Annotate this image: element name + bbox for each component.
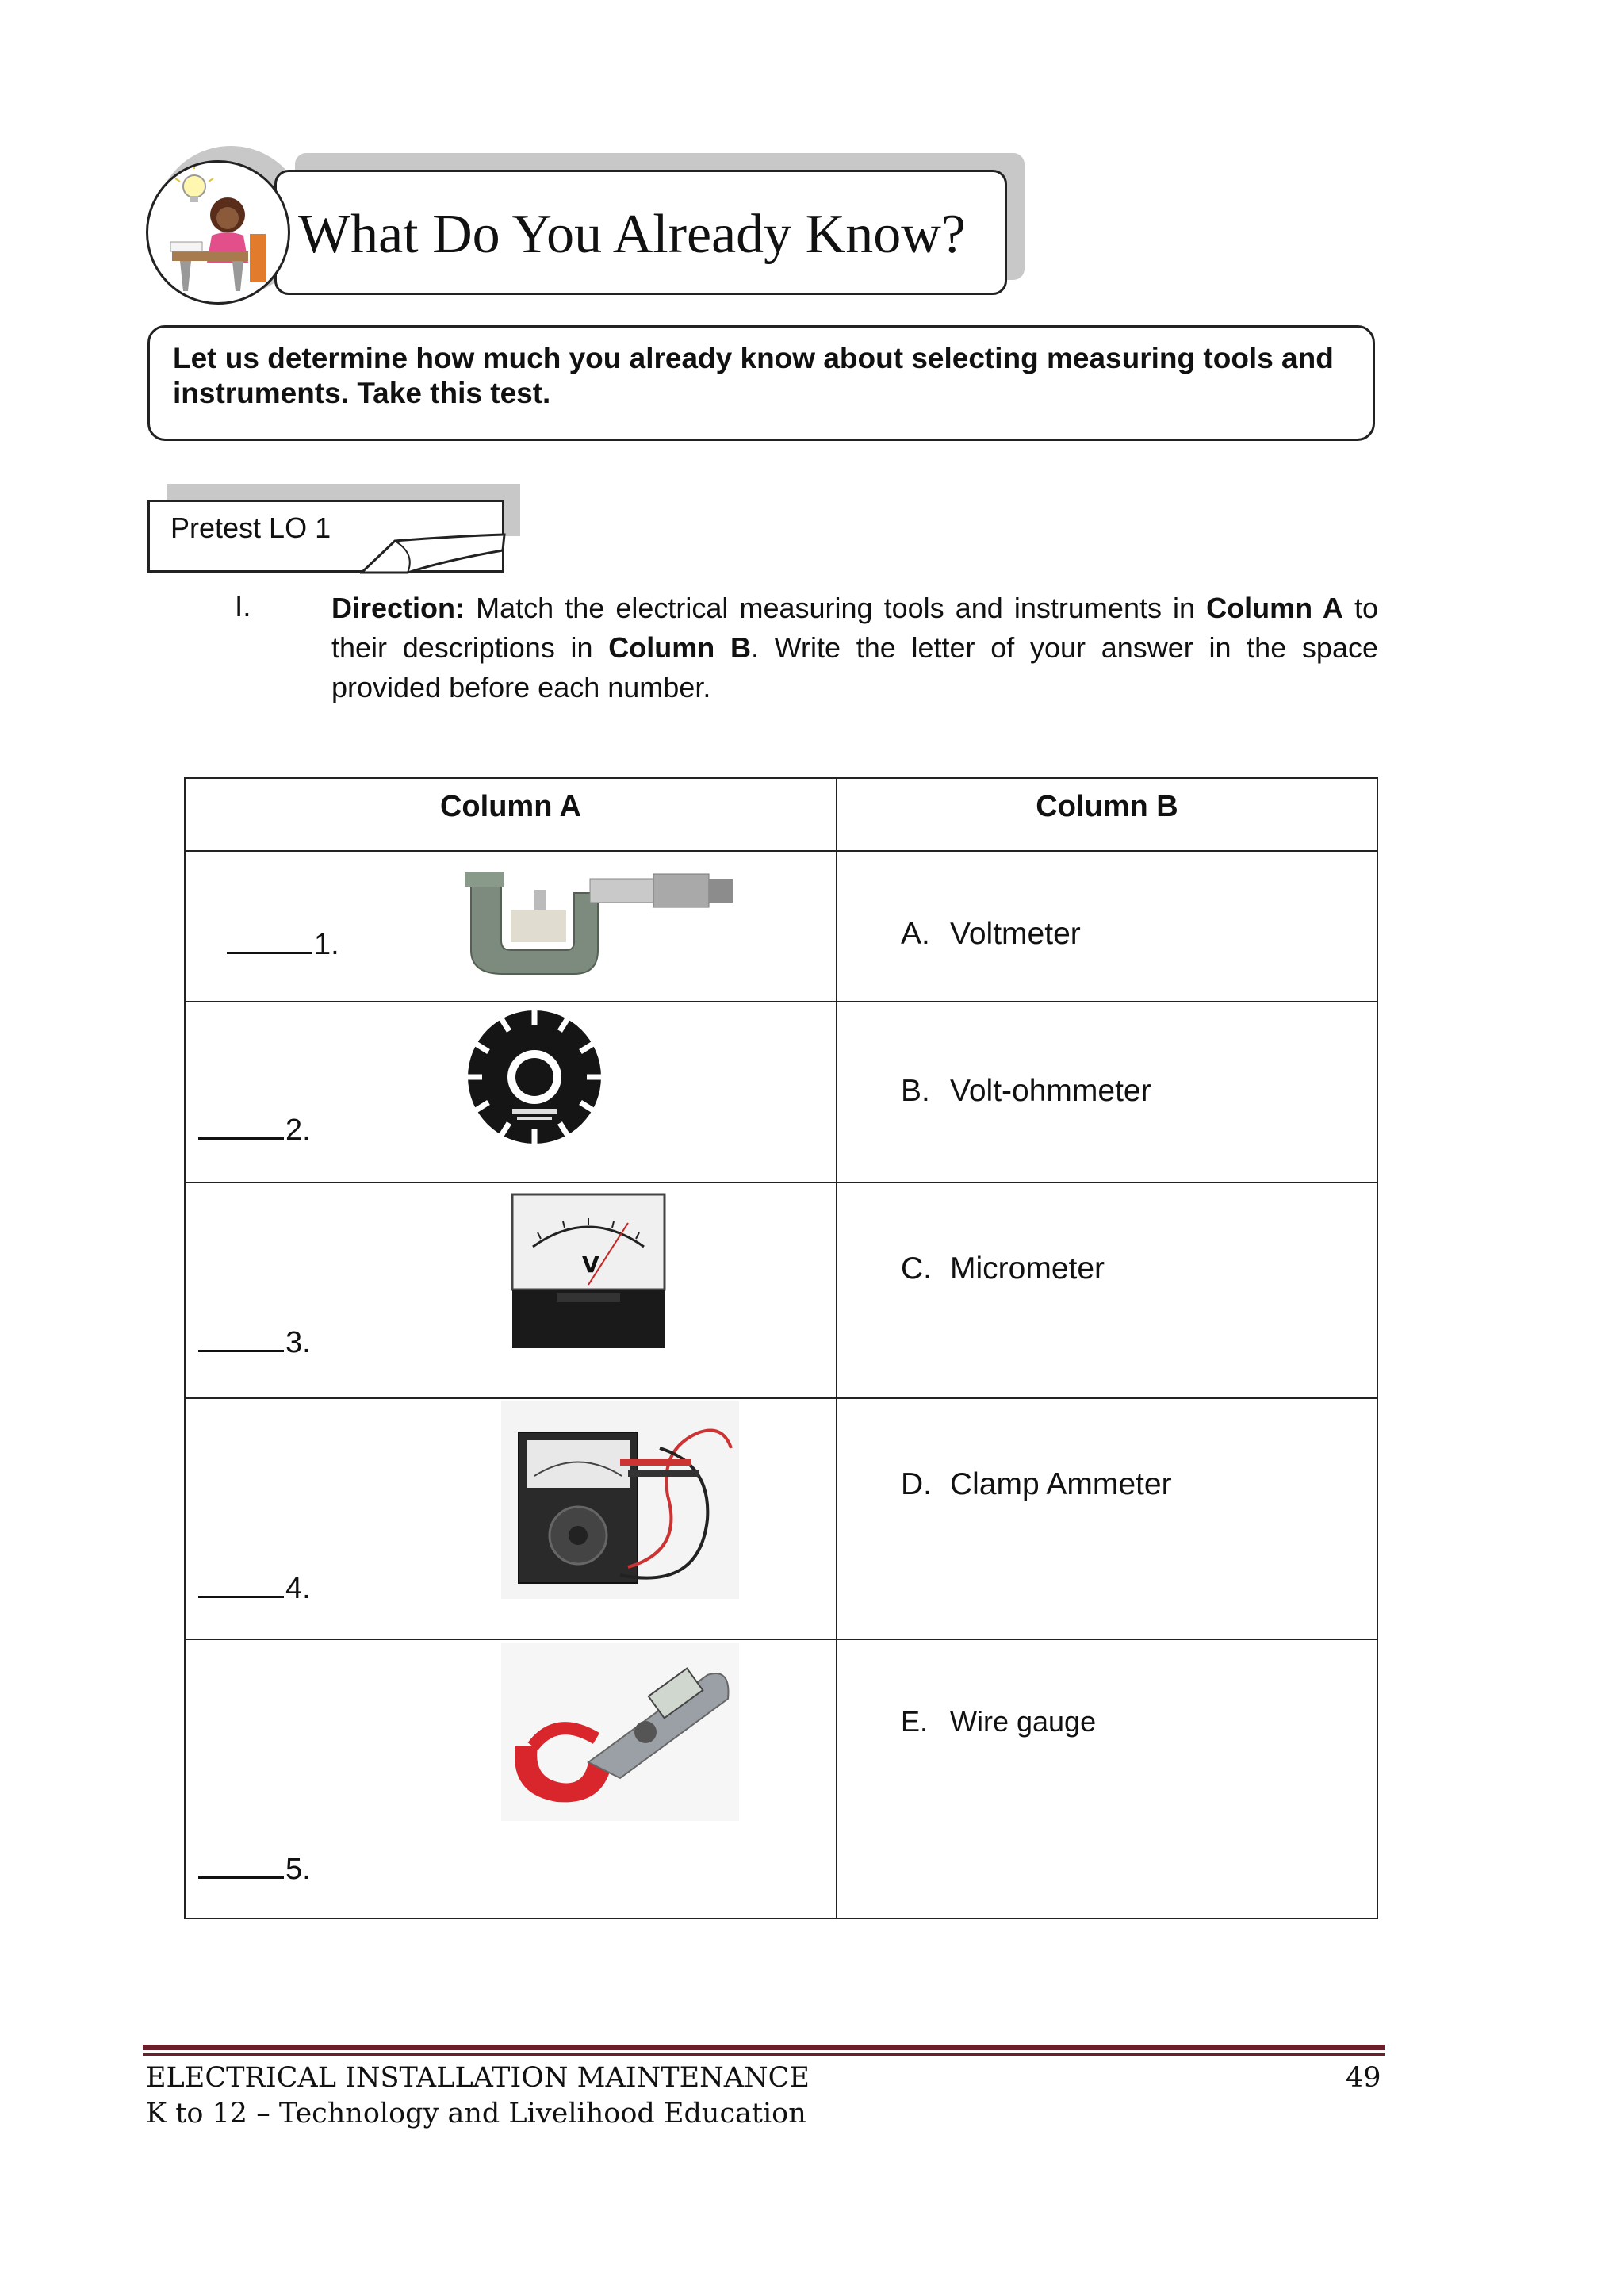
student-at-desk-lightbulb-icon: [146, 160, 290, 305]
voltmeter-image: [509, 1191, 668, 1350]
item-number: I.: [235, 590, 251, 623]
micrometer-image: [455, 855, 741, 982]
answer-blank-3[interactable]: 3.: [198, 1326, 311, 1360]
column-b-header: Column B: [837, 778, 1377, 851]
column-a-cell: [185, 1639, 837, 1918]
footer-rule: [143, 2045, 1385, 2050]
option-a: A. Voltmeter: [901, 917, 1081, 951]
volt-ohmmeter-image: [501, 1401, 739, 1599]
column-a-cell: [185, 1002, 837, 1182]
column-a-cell: [185, 851, 837, 1002]
column-b-cell: [837, 1002, 1377, 1182]
direction-text: Direction: Match the electrical measuring tools and instruments in Column A to their descriptions in Column B. Write the letter of your answer in the space provided before each number.: [331, 592, 1378, 703]
answer-blank-4[interactable]: 4.: [198, 1572, 311, 1606]
footer-course-title: ELECTRICAL INSTALLATION MAINTENANCE: [146, 2062, 810, 2094]
option-b: B. Volt-ohmmeter: [901, 1074, 1151, 1108]
table-row: [185, 851, 1377, 1002]
page-number: 49: [1346, 2062, 1381, 2094]
svg-text:V: V: [582, 1251, 599, 1278]
column-b-cell: [837, 1639, 1377, 1918]
column-a-cell: [185, 1398, 837, 1639]
footer-rule-thin: [143, 2053, 1385, 2056]
section-title: What Do You Already Know?: [298, 204, 966, 265]
column-b-cell: [837, 1182, 1377, 1398]
footer-program: K to 12 – Technology and Livelihood Education: [146, 2098, 806, 2129]
column-a-header: Column A: [185, 778, 837, 851]
table-row: [185, 1639, 1377, 1918]
matching-table: [184, 777, 1378, 1919]
intro-text: Let us determine how much you already know about selecting measuring tools and instruments. Take this test.: [173, 342, 1334, 409]
table-row: [185, 1182, 1377, 1398]
pretest-label: Pretest LO 1: [170, 512, 331, 544]
option-c: C. Micrometer: [901, 1251, 1105, 1286]
page-fold-icon: [360, 533, 506, 574]
column-b-cell: [837, 851, 1377, 1002]
table-row: [185, 1398, 1377, 1639]
answer-blank-2[interactable]: 2.: [198, 1114, 311, 1148]
table-row: [185, 1002, 1377, 1182]
answer-blank-1[interactable]: 1.: [227, 928, 339, 962]
column-b-cell: [837, 1398, 1377, 1639]
wire-gauge-image: [465, 1007, 604, 1147]
clamp-ammeter-image: [501, 1643, 739, 1821]
direction-label: Direction:: [331, 592, 465, 624]
option-d: D. Clamp Ammeter: [901, 1467, 1172, 1501]
answer-blank-5[interactable]: 5.: [198, 1853, 311, 1887]
column-a-cell: [185, 1182, 837, 1398]
option-e: E. Wire gauge: [901, 1705, 1097, 1738]
